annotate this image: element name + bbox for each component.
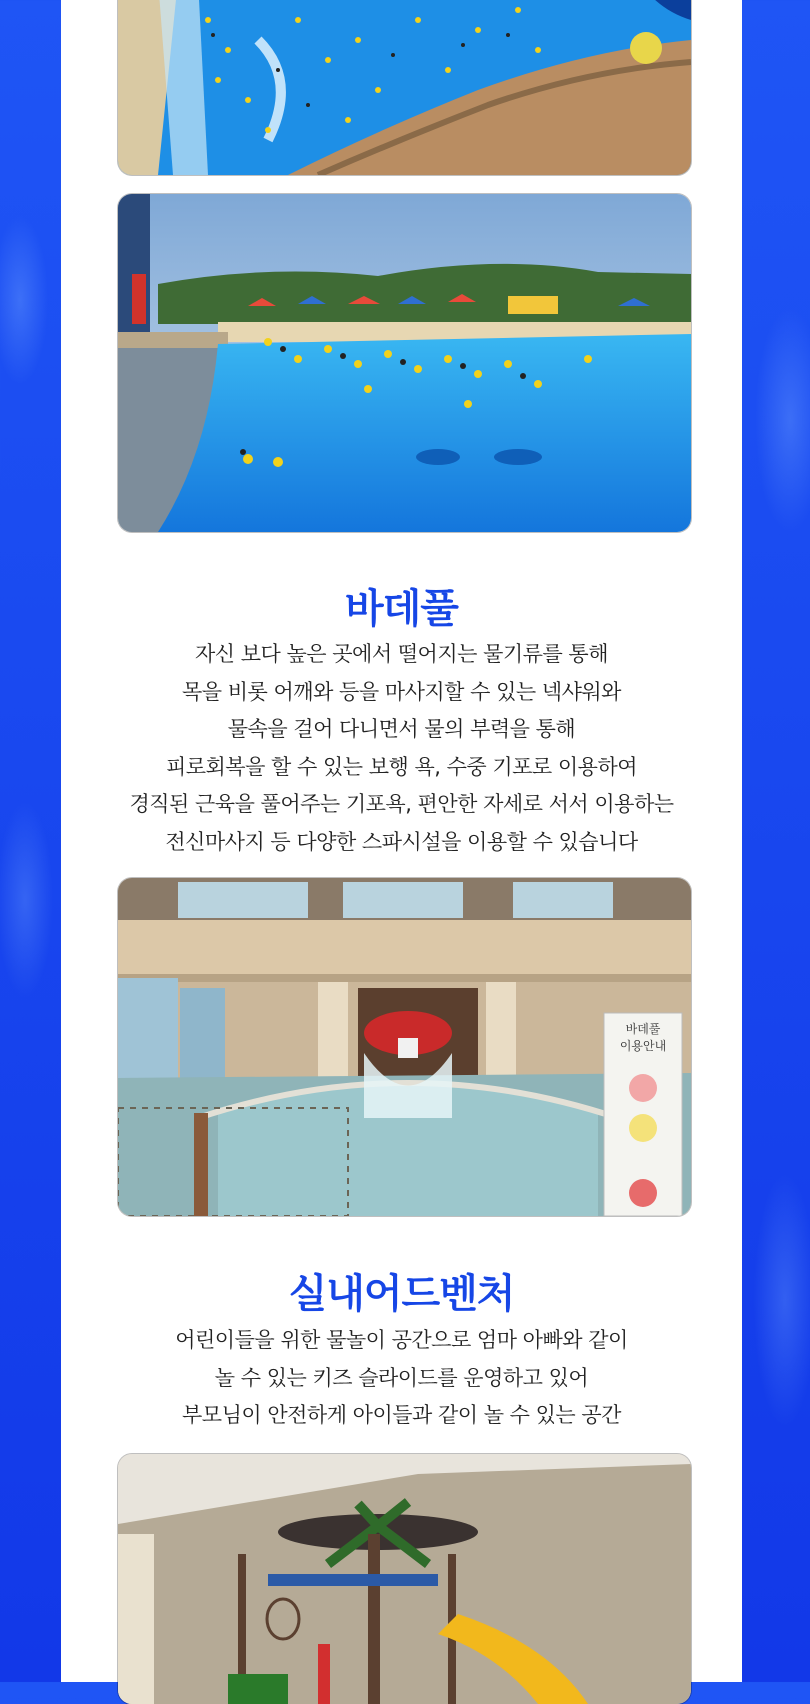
description-line: 자신 보다 높은 곳에서 떨어지는 물기류를 통해 bbox=[195, 642, 608, 666]
description-line: 물속을 걸어 다니면서 물의 부력을 통해 bbox=[227, 717, 576, 741]
content-panel bbox=[61, 0, 742, 1682]
outdoor-wave-pool-photo bbox=[118, 194, 691, 532]
description-line: 피로회복을 할 수 있는 보행 욕, 수중 기포로 이용하여 bbox=[165, 754, 638, 779]
description-line: 경직된 근육을 풀어주는 기포욕, 편안한 자세로 서서 이용하는 bbox=[129, 792, 674, 816]
wave-pool-photo-top bbox=[118, 0, 691, 175]
indoor-adventure-heading: 실내어드벤처 bbox=[288, 1271, 515, 1317]
badepool-heading: 바데풀 bbox=[345, 586, 458, 632]
description-line: 어린이들을 위한 물놀이 공간으로 엄마 아빠와 같이 bbox=[175, 1328, 628, 1352]
badepool-photo bbox=[118, 878, 691, 1216]
description-line: 놀 수 있는 키즈 슬라이드를 운영하고 있어 bbox=[214, 1365, 589, 1390]
description-line: 부모님이 안전하게 아이들과 같이 놀 수 있는 공간 bbox=[182, 1403, 621, 1427]
indoor-adventure-description bbox=[61, 1322, 742, 1435]
description-line: 전신마사지 등 다양한 스파시설을 이용할 수 있습니다 bbox=[165, 829, 638, 854]
indoor-adventure-photo bbox=[118, 1454, 691, 1704]
badepool-description bbox=[61, 636, 742, 861]
sign-title-line1: 바데풀 bbox=[625, 1022, 661, 1036]
sign-title-line2: 이용안내 bbox=[619, 1039, 667, 1053]
description-line: 목을 비롯 어깨와 등을 마사지할 수 있는 넥샤워와 bbox=[182, 679, 621, 704]
